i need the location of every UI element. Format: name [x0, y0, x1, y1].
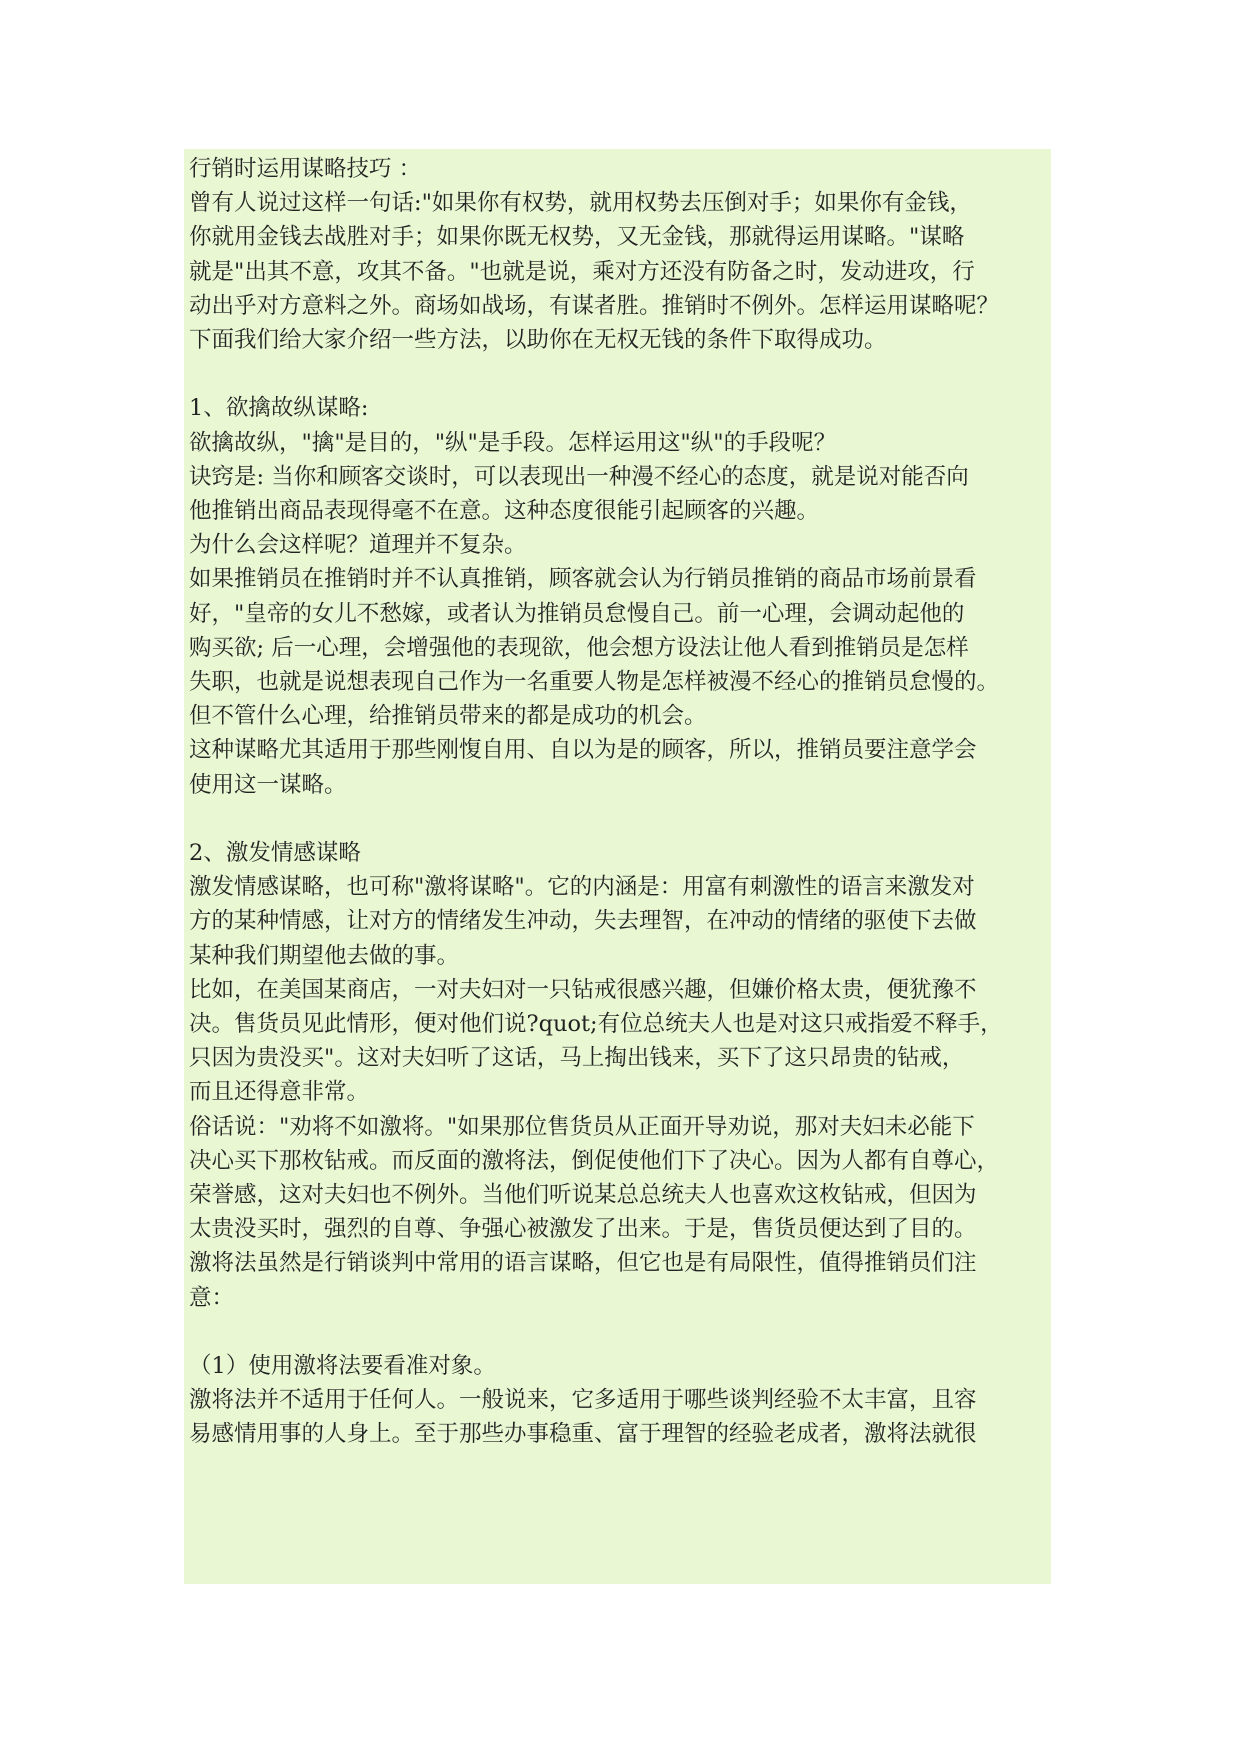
- text-line: 失职，也就是说想表现自己作为一名重要人物是怎样被漫不经心的推销员怠慢的。: [189, 669, 1000, 695]
- document-page: [184, 149, 1051, 1584]
- text-line: 就是"出其不意，攻其不备。"也就是说，乘对方还没有防备之时，发动进攻，行: [189, 258, 975, 285]
- text-line: 为什么会这样呢？道理并不复杂。: [189, 532, 527, 559]
- text-line: 比如，在美国某商店，一对夫妇对一只钻戒很感兴趣，但嫌价格太贵，便犹豫不: [189, 976, 977, 1003]
- text-line: 他推销出商品表现得毫不在意。这种态度很能引起顾客的兴趣。: [189, 498, 820, 524]
- text-line: 2、激发情感谋略: [189, 840, 361, 866]
- text-line: 只因为贵没买"。这对夫妇听了这话，马上掏出钱来，买下了这只昂贵的钻戒，: [189, 1045, 965, 1072]
- text-line: 购买欲; 后一心理，会增强他的表现欲，他会想方设法让他人看到推销员是怎样: [189, 634, 969, 661]
- text-line: 易感情用事的人身上。至于那些办事稳重、富于理智的经验老成者，激将法就很: [189, 1421, 977, 1448]
- text-line: 下面我们给大家介绍一些方法，以助你在无权无钱的条件下取得成功。: [189, 327, 887, 353]
- text-line: 诀窍是: 当你和顾客交谈时，可以表现出一种漫不经心的态度，就是说对能否向: [189, 463, 969, 490]
- text-line: 意：: [189, 1284, 235, 1311]
- text-line: 好，"皇帝的女儿不愁嫁，或者认为推销员怠慢自己。前一心理，会调动起他的: [189, 600, 965, 627]
- text-line: 1、欲擒故纵谋略:: [189, 395, 369, 422]
- text-line: 曾有人说过这样一句话:"如果你有权势，就用权势去压倒对手；如果你有金钱，: [189, 190, 972, 217]
- text-line: 方的某种情感，让对方的情绪发生冲动，失去理智，在冲动的情绪的驱使下去做: [189, 908, 977, 935]
- text-line: （1）使用激将法要看准对象。: [189, 1353, 496, 1379]
- text-line: 使用这一谋略。: [189, 771, 347, 798]
- text-line: 而且还得意非常。: [189, 1079, 370, 1106]
- text-line: 激将法虽然是行销谈判中常用的语言谋略，但它也是有局限性，值得推销员们注: [189, 1250, 977, 1277]
- text-line: 决。售货员见此情形，便对他们说?quot;有位总统夫人也是对这只戒指爱不释手，: [189, 1011, 1003, 1037]
- text-line: 激发情感谋略，也可称"激将谋略"。它的内涵是：用富有刺激性的语言来激发对: [189, 874, 975, 901]
- text-line: 俗话说："劝将不如激将。"如果那位售货员从正面开导劝说，那对夫妇未必能下: [189, 1113, 975, 1140]
- text-line: 动出乎对方意料之外。商场如战场，有谋者胜。推销时不例外。怎样运用谋略呢？: [189, 292, 1000, 319]
- text-line: 欲擒故纵，"擒"是目的，"纵"是手段。怎样运用这"纵"的手段呢？: [189, 429, 837, 456]
- text-line: 太贵没买时，强烈的自尊、争强心被激发了出来。于是，售货员便达到了目的。: [189, 1216, 977, 1243]
- text-line: 你就用金钱去战胜对手；如果你既无权势，又无金钱，那就得运用谋略。"谋略: [189, 224, 965, 251]
- text-line: 但不管什么心理，给推销员带来的都是成功的机会。: [189, 703, 707, 730]
- text-line: 行销时运用谋略技巧 ：: [189, 156, 422, 182]
- text-line: 激将法并不适用于任何人。一般说来，它多适用于哪些谈判经验不太丰富，且容: [189, 1387, 977, 1414]
- text-line: 荣誉感，这对夫妇也不例外。当他们听说某总总统夫人也喜欢这枚钻戒，但因为: [189, 1182, 977, 1208]
- text-line: 某种我们期望他去做的事。: [189, 942, 460, 969]
- text-line: 这种谋略尤其适用于那些刚愎自用、自以为是的顾客，所以，推销员要注意学会: [189, 737, 977, 764]
- text-line: 决心买下那枚钻戒。而反面的激将法，倒促使他们下了决心。因为人都有自尊心，: [189, 1147, 1000, 1174]
- text-line: 如果推销员在推销时并不认真推销，顾客就会认为行销员推销的商品市场前景看: [189, 566, 977, 593]
